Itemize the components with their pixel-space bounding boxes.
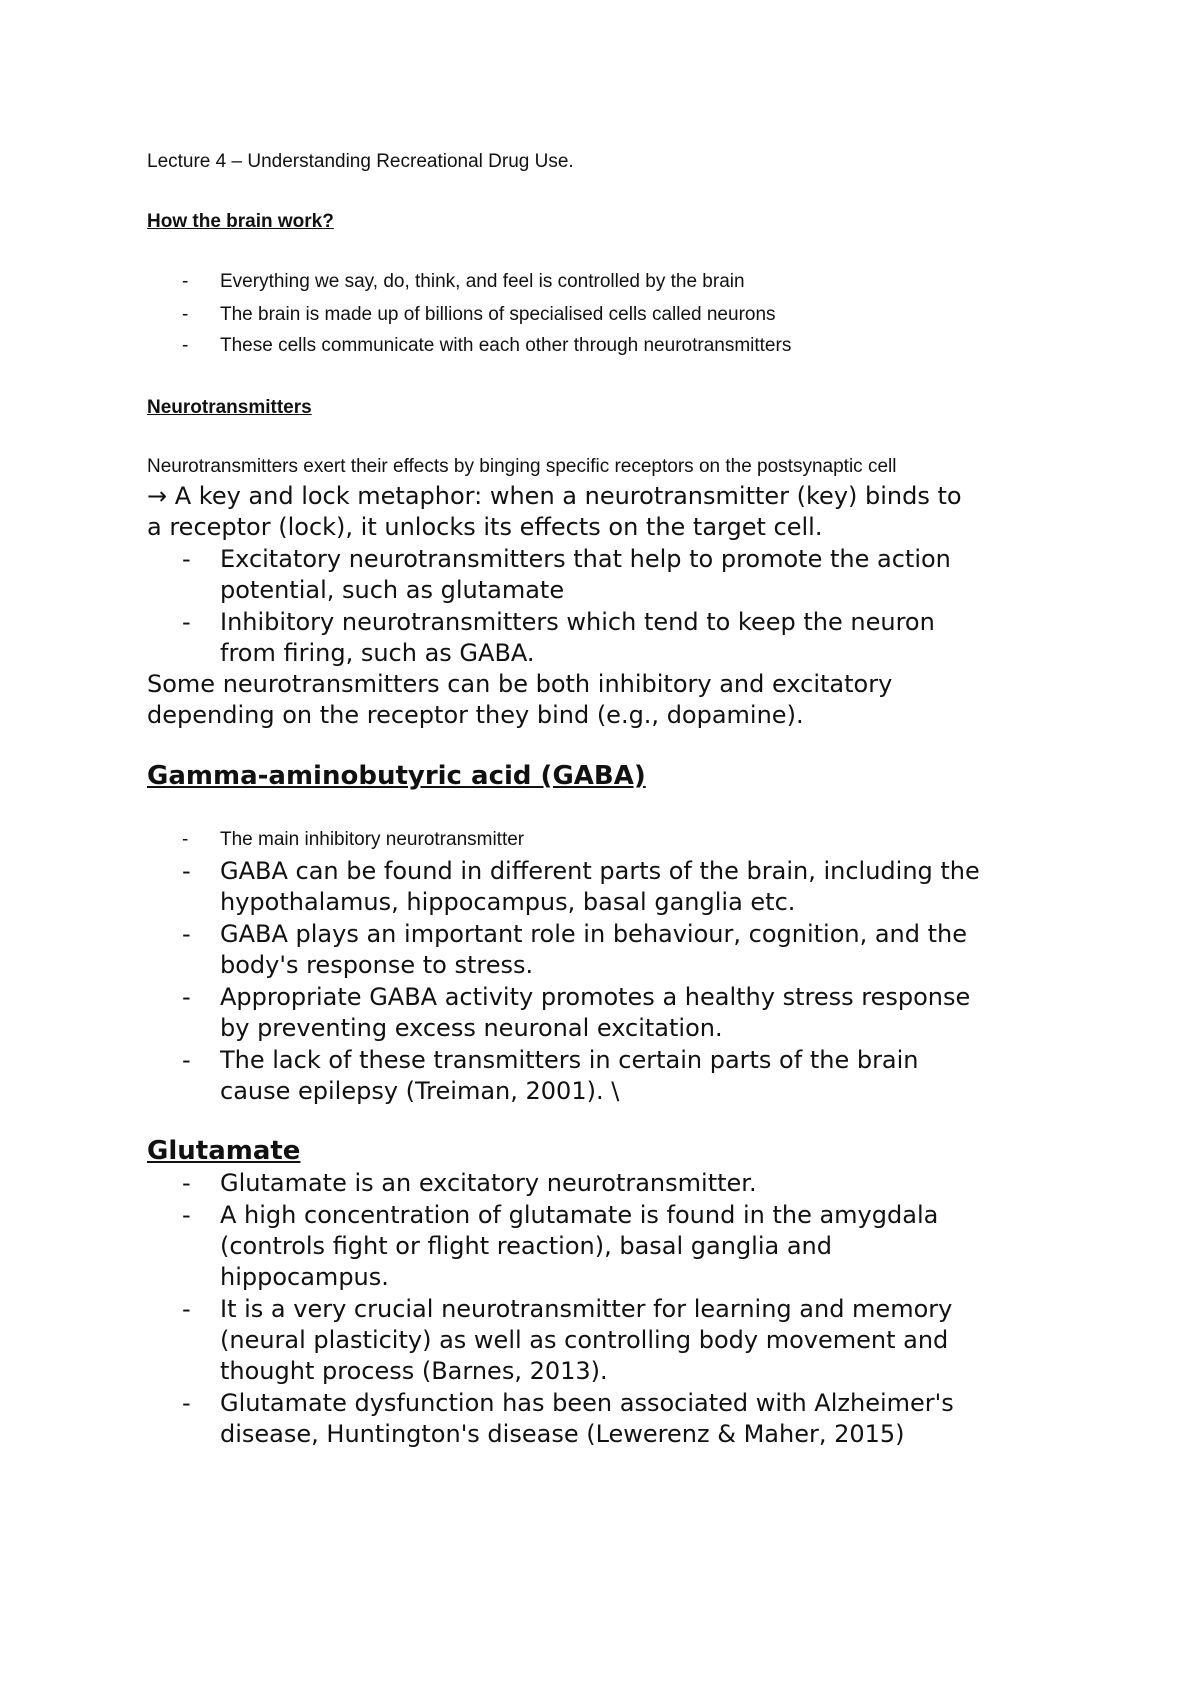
list-item-text-cont: from firing, such as GABA.	[220, 639, 535, 667]
list-item-text: The brain is made up of billions of specialised cells called neurons	[220, 304, 776, 325]
list-item-text-cont: potential, such as glutamate	[220, 576, 565, 604]
paragraph-intro: Neurotransmitters exert their effects by binging specific receptors on the postsynaptic cell	[147, 456, 897, 477]
list-item-text: These cells communicate with each other through neurotransmitters	[220, 335, 792, 356]
bullet-dash: -	[182, 920, 191, 948]
section-heading-glutamate: Glutamate	[147, 1136, 301, 1166]
list-item-text-cont: by preventing excess neuronal excitation.	[220, 1014, 723, 1042]
list-item-text-cont: disease, Huntington's disease (Lewerenz & Maher, 2015)	[220, 1420, 905, 1448]
arrow-right-icon: →	[147, 482, 168, 510]
list-item-text: It is a very crucial neurotransmitter for learning and memory	[220, 1295, 953, 1323]
list-item-text-cont: hypothalamus, hippocampus, basal ganglia etc.	[220, 888, 796, 916]
list-item-text: Excitatory neurotransmitters that help to promote the action	[220, 545, 951, 573]
bullet-dash: -	[182, 857, 191, 885]
list-item-text-cont: hippocampus.	[220, 1263, 389, 1291]
paragraph-outro: Some neurotransmitters can be both inhibitory and excitatory	[147, 670, 893, 698]
bullet-dash: -	[182, 608, 191, 636]
list-item-text-cont: body's response to stress.	[220, 951, 534, 979]
list-item-text: Inhibitory neurotransmitters which tend to keep the neuron	[220, 608, 935, 636]
paragraph-outro-cont: depending on the receptor they bind (e.g., dopamine).	[147, 701, 804, 729]
bullet-dash: -	[182, 829, 189, 850]
bullet-dash: -	[182, 335, 189, 356]
list-item-text: The main inhibitory neurotransmitter	[220, 829, 525, 850]
list-item-text-cont: cause epilepsy (Treiman, 2001). \	[220, 1077, 620, 1105]
list-item-text: Appropriate GABA activity promotes a healthy stress response	[220, 983, 971, 1011]
section-heading-brain: How the brain work?	[147, 211, 334, 232]
metaphor-text: A key and lock metaphor: when a neurotransmitter (key) binds to	[167, 482, 962, 510]
list-item-text: Everything we say, do, think, and feel is controlled by the brain	[220, 271, 745, 292]
list-item-text-cont: thought process (Barnes, 2013).	[220, 1357, 608, 1385]
bullet-dash: -	[182, 304, 189, 325]
document-title: Lecture 4 – Understanding Recreational Drug Use.	[147, 151, 574, 172]
bullet-dash: -	[182, 1389, 191, 1417]
bullet-dash: -	[182, 1201, 191, 1229]
list-item-text: A high concentration of glutamate is found in the amygdala	[220, 1201, 939, 1229]
list-item-text: GABA plays an important role in behaviour, cognition, and the	[220, 920, 968, 948]
list-item-text: The lack of these transmitters in certain parts of the brain	[220, 1046, 919, 1074]
section-heading-gaba: Gamma-aminobutyric acid (GABA)	[147, 761, 646, 791]
list-item-text: Glutamate is an excitatory neurotransmitter.	[220, 1169, 757, 1197]
list-item-text-cont: (neural plasticity) as well as controlling body movement and	[220, 1326, 949, 1354]
list-item-text: GABA can be found in different parts of the brain, including the	[220, 857, 980, 885]
list-item-text: Glutamate dysfunction has been associated with Alzheimer's	[220, 1389, 954, 1417]
bullet-dash: -	[182, 983, 191, 1011]
bullet-dash: -	[182, 1046, 191, 1074]
paragraph-metaphor	[147, 482, 962, 510]
bullet-dash: -	[182, 1169, 191, 1197]
paragraph-metaphor-cont: a receptor (lock), it unlocks its effects on the target cell.	[147, 513, 823, 541]
list-item-text-cont: (controls fight or flight reaction), basal ganglia and	[220, 1232, 832, 1260]
bullet-dash: -	[182, 545, 191, 573]
bullet-dash: -	[182, 271, 189, 292]
bullet-dash: -	[182, 1295, 191, 1323]
section-heading-neurotransmitters: Neurotransmitters	[147, 397, 312, 418]
